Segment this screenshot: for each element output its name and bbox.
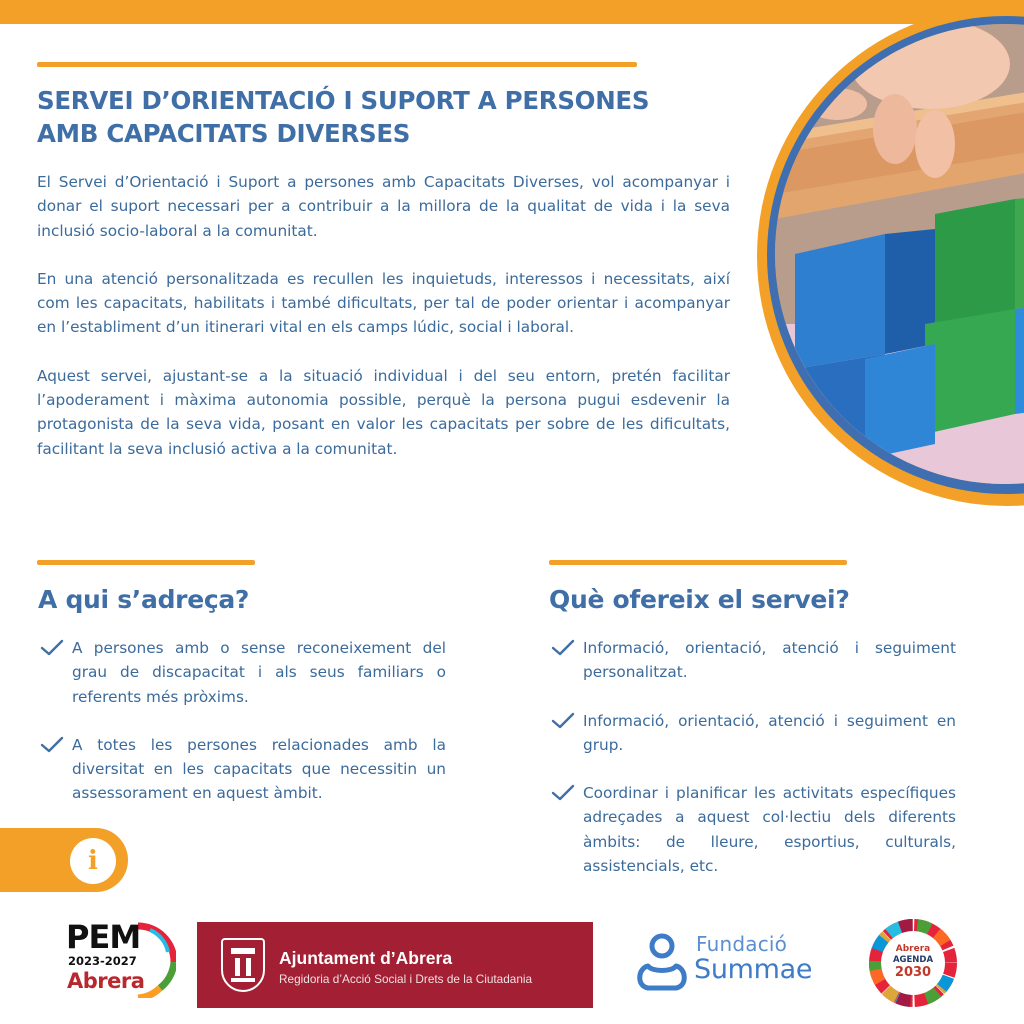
info-icon [70,838,116,884]
coat-of-arms-icon [221,938,265,992]
audience-title: A qui s’adreça? [38,585,250,614]
check-icon [551,712,575,730]
check-icon [40,736,64,754]
agenda-2030-logo [868,918,958,1008]
list-item-text: Informació, orientació, atenció i seguiment personalitzat. [583,639,956,682]
top-accent-bar [0,0,1024,24]
list-item [40,733,446,806]
list-item [551,709,956,758]
list-item-text: Coordinar i planificar les activitats específiques adreçades a aquest col·lectiu dels diferents àmbits: de lleure, esportius, culturals, assistencials, etc. [583,784,956,876]
audience-list [40,636,446,830]
page-title [37,84,677,150]
list-item-text: A totes les persones relacionades amb la diversitat en les capacitats que necessitin un assessorament en aquest àmbit. [72,735,446,803]
summae-people-icon [634,932,690,992]
intro-paragraph: Aquest servei, ajustant-se a la situació individual i del seu entorn, pretén facilitar l’apoderament i màxima autonomia possible, perquè la persona pugui esdevenir la protagonista de la seva vida, posant en valor les capacitats per sobre de les dificultats, facilitant la seva inclusió activa a la comunitat. [37,366,730,458]
pem-word: PEM [66,918,141,956]
offer-title: Què ofereix el servei? [549,585,850,614]
info-glyph: i [88,846,98,876]
audience-accent-line [37,560,255,565]
check-icon [551,639,575,657]
list-item-text: A persones amb o sense reconeixement del grau de discapacitat i als seus familiars o referents més pròxims. [72,639,446,706]
page-title-line1: SERVEI D’ORIENTACIÓ I SUPORT A PERSONES [37,86,650,115]
agenda-label: AGENDA [892,955,934,965]
pem-logo [64,920,176,1006]
intro-paragraph: El Servei d’Orientació i Suport a persones amb Capacitats Diverses, vol acompanyar i donar el suport necessari per a contribuir a la millora de la qualitat de vida i la seva inclusió socio-laboral a la comunitat. [37,173,730,240]
list-item-text: Informació, orientació, atenció i seguiment en grup. [583,711,956,754]
offer-accent-line [549,560,847,565]
list-item [40,636,446,709]
page-title-line2: AMB CAPACITATS DIVERSES [37,119,411,148]
summae-main-text: Summae [694,954,813,985]
intro-paragraph: En una atenció personalitzada es recullen les inquietuds, interessos i necessitats, així com les capacitats, habilitats i també dificultats, per tal de poder orientar i acompanyar en l’establiment d’un itinerari vital en els camps lúdic, social i laboral. [37,269,730,337]
pem-years: 2023-2027 [68,954,137,968]
agenda-year: 2030 [894,965,932,980]
ajuntament-subtitle: Regidoria d’Acció Social i Drets de la Ciutadania [279,972,533,986]
blocks-photo [757,6,1024,506]
check-icon [551,784,575,802]
offer-list [551,636,956,902]
pem-town: Abrera [67,969,145,993]
check-icon [40,639,64,657]
intro-section [37,170,730,485]
ajuntament-name: Ajuntament d’Abrera [279,948,453,968]
list-item [551,636,956,685]
agenda-text [868,944,958,980]
list-item [551,781,956,878]
title-accent-line [37,62,637,67]
summae-logo [634,932,824,994]
ajuntament-logo [197,922,593,1008]
agenda-town: Abrera [895,944,931,954]
toy-blocks-illustration [775,24,1024,484]
summae-top-text: Fundació [696,932,788,956]
